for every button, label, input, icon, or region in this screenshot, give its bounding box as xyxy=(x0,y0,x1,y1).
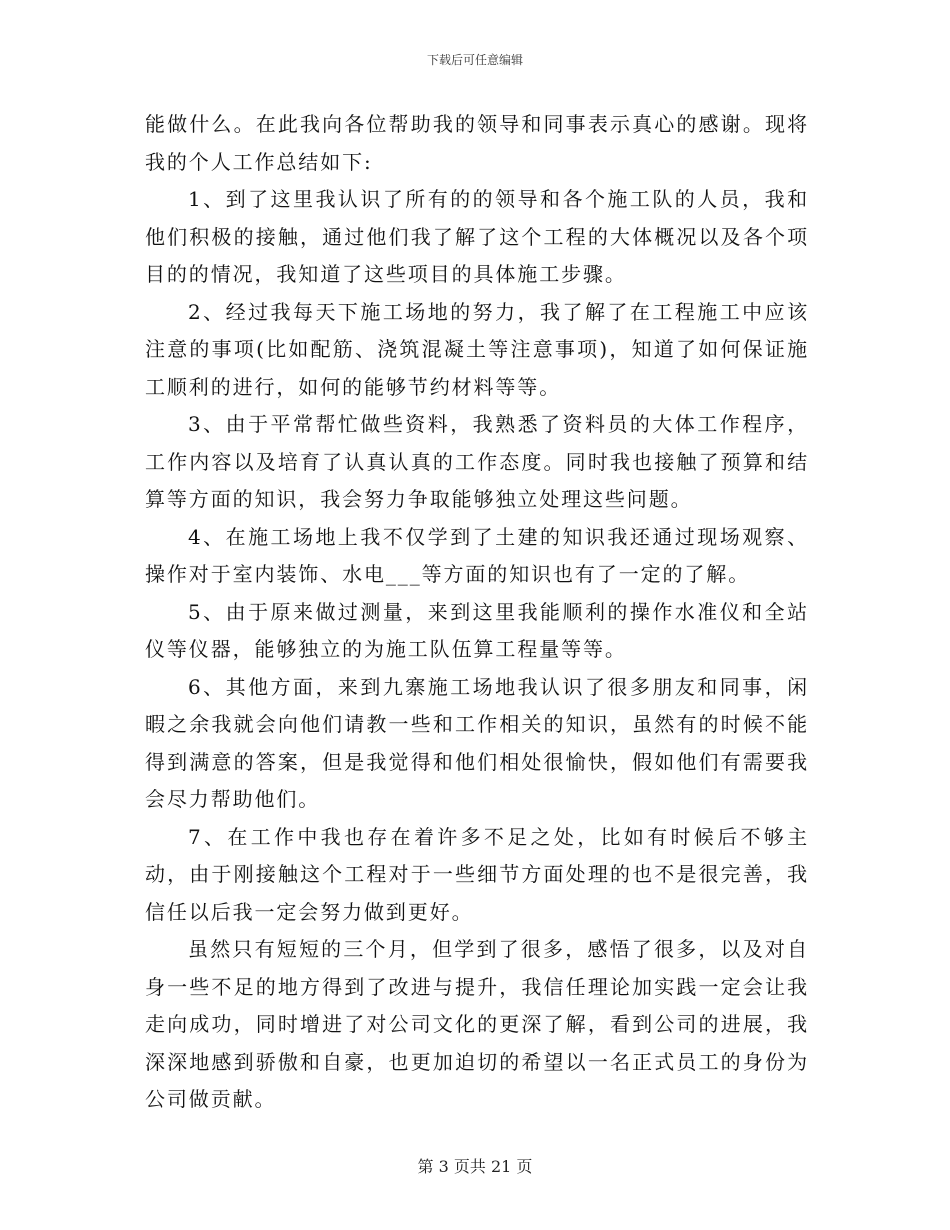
paragraph-item-3: 3、由于平常帮忙做些资料，我熟悉了资料员的大体工作程序，工作内容以及培育了认真认真的工作态度。同时我也接触了预算和结算等方面的知识，我会努力争取能够独立处理这些问题。 xyxy=(145,412,809,511)
page-number: 第 3 页共 21 页 xyxy=(417,1157,533,1176)
paragraph-item-4: 4、在施工场地上我不仅学到了土建的知识我还通过现场观察、操作对于室内装饰、水电___等方面的知识也有了一定的了解。 xyxy=(145,524,809,586)
paragraph-item-5: 5、由于原来做过测量，来到这里我能顺利的操作水准仪和全站仪等仪器，能够独立的为施工队伍算工程量等等。 xyxy=(145,599,809,661)
document-body xyxy=(145,106,809,1119)
paragraph-item-1: 1、到了这里我认识了所有的的领导和各个施工队的人员，我和他们积极的接触，通过他们我了解了这个工程的大体概况以及各个项目的的情况，我知道了这些项目的具体施工步骤。 xyxy=(145,187,809,286)
paragraph-intro-continued: 能做什么。在此我向各位帮助我的领导和同事表示真心的感谢。现将我的个人工作总结如下: xyxy=(145,112,809,174)
page-header-note: 下载后可任意编辑 xyxy=(426,53,523,67)
paragraph-item-6: 6、其他方面，来到九寨施工场地我认识了很多朋友和同事，闲暇之余我就会向他们请教一些和工作相关的知识，虽然有的时候不能得到满意的答案，但是我觉得和他们相处很愉快，假如他们有需要我会尽力帮助他们。 xyxy=(145,674,809,811)
paragraph-item-7: 7、在工作中我也存在着许多不足之处，比如有时候后不够主动，由于刚接触这个工程对于一些细节方面处理的也不是很完善，我信任以后我一定会努力做到更好。 xyxy=(145,824,809,924)
paragraph-item-2: 2、经过我每天下施工场地的努力，我了解了在工程施工中应该注意的事项(比如配筋、浇筑混凝土等注意事项)，知道了如何保证施工顺利的进行，如何的能够节约材料等等。 xyxy=(145,299,809,399)
paragraph-conclusion: 虽然只有短短的三个月，但学到了很多，感悟了很多，以及对自身一些不足的地方得到了改进与提升，我信任理论加实践一定会让我走向成功，同时增进了对公司文化的更深了解，看到公司的进展，我深深地感到骄傲和自豪，也更加迫切的希望以一名正式员工的身份为公司做贡献。 xyxy=(145,937,809,1111)
